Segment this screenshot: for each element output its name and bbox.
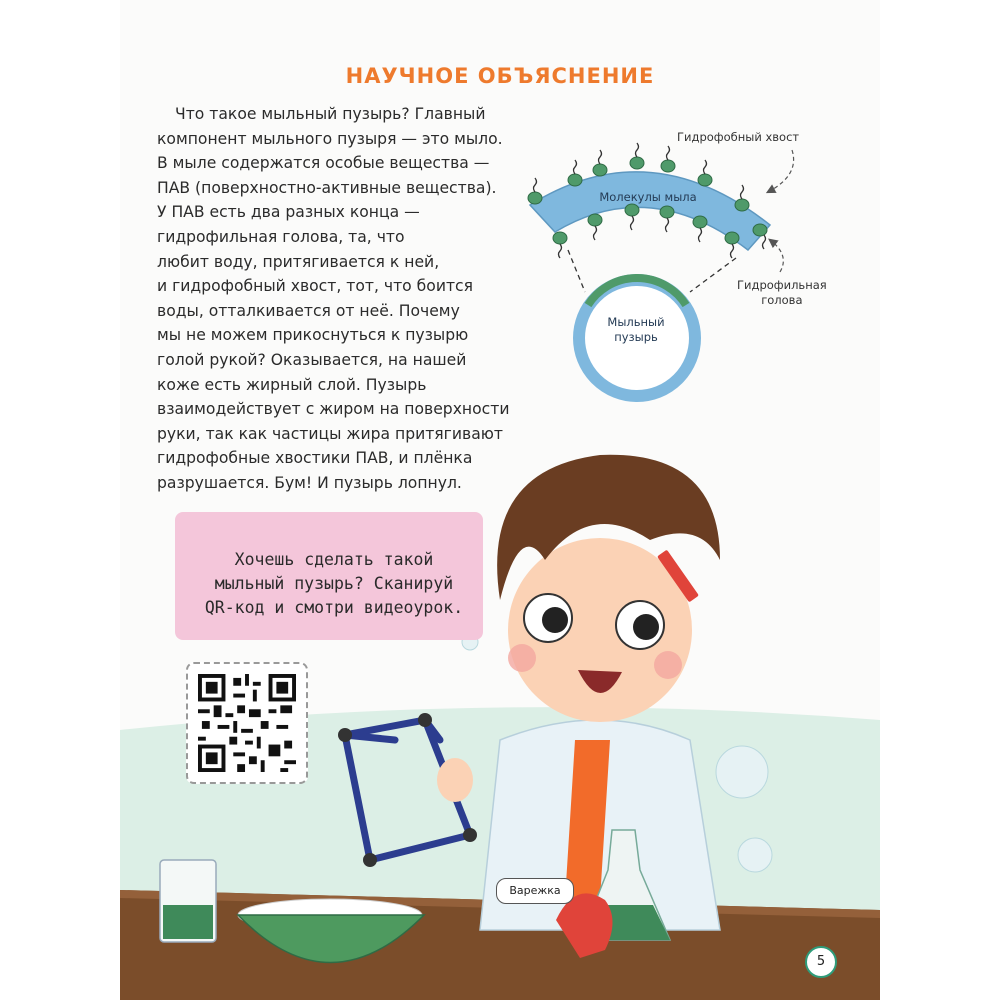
body-line: В мыле содержатся особые вещества — xyxy=(157,154,490,173)
qr-code-icon xyxy=(198,674,296,772)
body-line: мы не можем прикоснуться к пузырю xyxy=(157,326,469,345)
callout-text xyxy=(190,548,478,620)
qr-code[interactable] xyxy=(186,662,308,784)
body-line: взаимодействует с жиром на поверхности xyxy=(157,400,510,419)
zoom-line-left xyxy=(568,250,585,292)
page-number: 5 xyxy=(805,946,837,978)
label-hydrophobic-tail: Гидрофобный хвост xyxy=(677,130,800,144)
body-line: Что такое мыльный пузырь? Главный xyxy=(175,105,486,123)
hand xyxy=(437,758,473,802)
callout-line: Хочешь сделать такой xyxy=(234,550,434,569)
body-line: и гидрофобный хвост, тот, что боится xyxy=(157,277,474,296)
page-title: НАУЧНОЕ ОБЪЯСНЕНИЕ xyxy=(345,64,655,88)
label-head-line2: голова xyxy=(761,293,803,307)
label-bubble-line2: пузырь xyxy=(614,330,658,344)
label-soap-bubble xyxy=(596,315,676,345)
head-arrow xyxy=(770,240,783,272)
body-line: ПАВ (поверхностно-активные вещества). xyxy=(157,178,497,197)
tail-arrow xyxy=(768,150,794,192)
right-pupil xyxy=(633,614,659,640)
left-pupil xyxy=(542,607,568,633)
body-line: гидрофильная голова, та, что xyxy=(157,227,405,246)
bubble xyxy=(738,838,772,872)
body-line: разрушается. Бум! И пузырь лопнул. xyxy=(157,473,462,492)
left-cheek xyxy=(508,644,536,672)
body-line: руки, так как частицы жира притягивают xyxy=(157,424,503,443)
bubble xyxy=(716,746,768,798)
body-line: голой рукой? Оказывается, на нашей xyxy=(157,350,467,369)
body-line: гидрофобные хвостики ПАВ, и плёнка xyxy=(157,449,473,468)
body-line: коже есть жирный слой. Пузырь xyxy=(157,375,427,394)
label-head-line1: Гидрофильная xyxy=(737,278,827,292)
body-line: компонент мыльного пузыря — это мыло. xyxy=(157,129,503,148)
label-hydrophilic-head xyxy=(737,278,827,308)
label-bubble-line1: Мыльный xyxy=(607,315,665,329)
glass-water xyxy=(163,905,213,939)
soap-molecule-diagram xyxy=(500,120,820,420)
zoom-line-right xyxy=(690,258,736,292)
label-soap-molecules: Молекулы мыла xyxy=(599,190,697,204)
right-cheek xyxy=(654,651,682,679)
body-line: любит воду, притягивается к ней, xyxy=(157,252,440,271)
callout-line: QR-код и смотри видеоурок. xyxy=(204,598,464,617)
body-line: воды, отталкивается от неё. Почему xyxy=(157,301,460,320)
callout-line: мыльный пузырь? Сканируй xyxy=(214,574,454,593)
mitten-label: Варежка xyxy=(496,878,574,904)
body-line: У ПАВ есть два разных конца — xyxy=(157,203,420,222)
